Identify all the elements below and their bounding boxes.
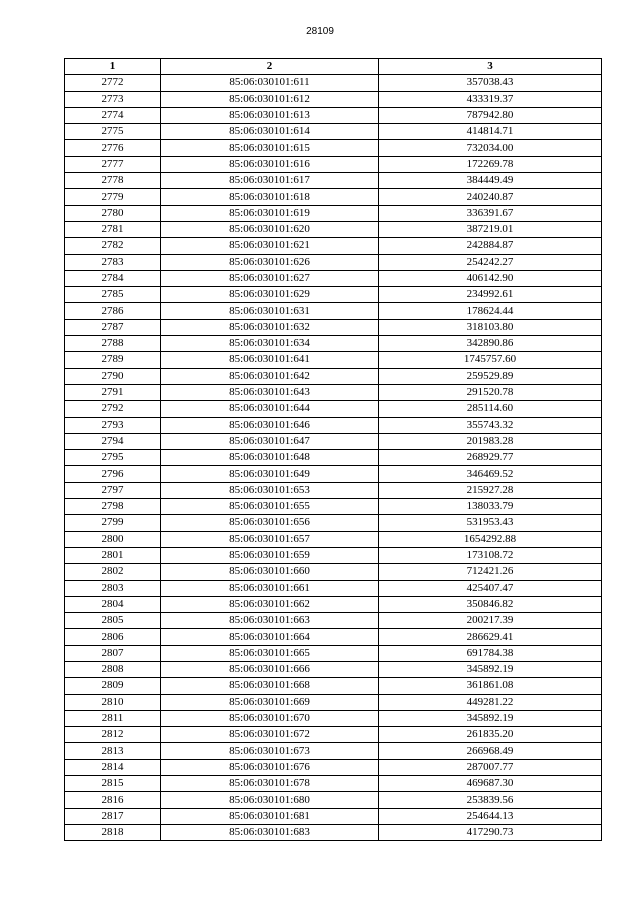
column-header-2: 2: [161, 59, 379, 75]
table-row: [65, 466, 602, 482]
table-row: [65, 645, 602, 661]
cadastral-number-cell: 85:06:030101:647: [161, 433, 379, 449]
cadastral-number-cell: 85:06:030101:660: [161, 564, 379, 580]
cadastral-number-cell: 85:06:030101:619: [161, 205, 379, 221]
cadastral-number-cell: 85:06:030101:655: [161, 499, 379, 515]
table-row: [65, 710, 602, 726]
cadastral-number-cell: 85:06:030101:669: [161, 694, 379, 710]
table-row: [65, 792, 602, 808]
row-number-cell: 2815: [65, 776, 161, 792]
table-row: [65, 254, 602, 270]
value-cell: 361861.08: [379, 678, 602, 694]
row-number-cell: 2797: [65, 482, 161, 498]
value-cell: 387219.01: [379, 221, 602, 237]
value-cell: 433319.37: [379, 91, 602, 107]
cadastral-number-cell: 85:06:030101:618: [161, 189, 379, 205]
table-row: [65, 613, 602, 629]
table-row: [65, 189, 602, 205]
row-number-cell: 2800: [65, 531, 161, 547]
row-number-cell: 2793: [65, 417, 161, 433]
table-row: [65, 287, 602, 303]
cadastral-number-cell: 85:06:030101:642: [161, 368, 379, 384]
cadastral-number-cell: 85:06:030101:665: [161, 645, 379, 661]
cadastral-number-cell: 85:06:030101:646: [161, 417, 379, 433]
row-number-cell: 2804: [65, 596, 161, 612]
cadastral-number-cell: 85:06:030101:632: [161, 319, 379, 335]
cadastral-number-cell: 85:06:030101:643: [161, 384, 379, 400]
cadastral-number-cell: 85:06:030101:673: [161, 743, 379, 759]
row-number-cell: 2796: [65, 466, 161, 482]
table-row: [65, 140, 602, 156]
cadastral-number-cell: 85:06:030101:617: [161, 173, 379, 189]
row-number-cell: 2806: [65, 629, 161, 645]
value-cell: 345892.19: [379, 661, 602, 677]
row-number-cell: 2789: [65, 352, 161, 368]
table-row: [65, 759, 602, 775]
row-number-cell: 2774: [65, 107, 161, 123]
row-number-cell: 2803: [65, 580, 161, 596]
table-row: [65, 173, 602, 189]
table-row: [65, 727, 602, 743]
row-number-cell: 2813: [65, 743, 161, 759]
cadastral-number-cell: 85:06:030101:616: [161, 156, 379, 172]
value-cell: 350846.82: [379, 596, 602, 612]
value-cell: 215927.28: [379, 482, 602, 498]
row-number-cell: 2808: [65, 661, 161, 677]
row-number-cell: 2790: [65, 368, 161, 384]
value-cell: 242884.87: [379, 238, 602, 254]
table-row: [65, 368, 602, 384]
table-header-row: [65, 59, 602, 75]
row-number-cell: 2791: [65, 384, 161, 400]
cadastral-number-cell: 85:06:030101:626: [161, 254, 379, 270]
value-cell: 285114.60: [379, 401, 602, 417]
cadastral-number-cell: 85:06:030101:629: [161, 287, 379, 303]
table-row: [65, 303, 602, 319]
row-number-cell: 2776: [65, 140, 161, 156]
table-row: [65, 156, 602, 172]
row-number-cell: 2782: [65, 238, 161, 254]
table-row: [65, 221, 602, 237]
cadastral-number-cell: 85:06:030101:613: [161, 107, 379, 123]
table-row: [65, 743, 602, 759]
table-row: [65, 384, 602, 400]
value-cell: 336391.67: [379, 205, 602, 221]
cadastral-number-cell: 85:06:030101:678: [161, 776, 379, 792]
table-row: [65, 694, 602, 710]
cadastral-number-cell: 85:06:030101:614: [161, 124, 379, 140]
value-cell: 287007.77: [379, 759, 602, 775]
row-number-cell: 2787: [65, 319, 161, 335]
cadastral-number-cell: 85:06:030101:662: [161, 596, 379, 612]
cadastral-number-cell: 85:06:030101:612: [161, 91, 379, 107]
value-cell: 691784.38: [379, 645, 602, 661]
table-row: [65, 661, 602, 677]
value-cell: 1654292.88: [379, 531, 602, 547]
cadastral-number-cell: 85:06:030101:661: [161, 580, 379, 596]
table-row: [65, 547, 602, 563]
cadastral-number-cell: 85:06:030101:648: [161, 450, 379, 466]
value-cell: 240240.87: [379, 189, 602, 205]
table-row: [65, 352, 602, 368]
row-number-cell: 2799: [65, 515, 161, 531]
table-row: [65, 596, 602, 612]
value-cell: 345892.19: [379, 710, 602, 726]
row-number-cell: 2786: [65, 303, 161, 319]
cadastral-number-cell: 85:06:030101:615: [161, 140, 379, 156]
table-row: [65, 238, 602, 254]
table-row: [65, 205, 602, 221]
cadastral-number-cell: 85:06:030101:659: [161, 547, 379, 563]
cadastral-number-cell: 85:06:030101:657: [161, 531, 379, 547]
table-row: [65, 678, 602, 694]
row-number-cell: 2783: [65, 254, 161, 270]
value-cell: 425407.47: [379, 580, 602, 596]
cadastral-number-cell: 85:06:030101:672: [161, 727, 379, 743]
row-number-cell: 2818: [65, 824, 161, 840]
value-cell: 254242.27: [379, 254, 602, 270]
value-cell: 346469.52: [379, 466, 602, 482]
value-cell: 254644.13: [379, 808, 602, 824]
table-row: [65, 776, 602, 792]
table-row: [65, 824, 602, 840]
table-row: [65, 417, 602, 433]
table-row: [65, 107, 602, 123]
table-row: [65, 91, 602, 107]
value-cell: 531953.43: [379, 515, 602, 531]
cadastral-number-cell: 85:06:030101:611: [161, 75, 379, 91]
page-number: 28109: [306, 26, 334, 37]
value-cell: 355743.32: [379, 417, 602, 433]
table-row: [65, 433, 602, 449]
row-number-cell: 2778: [65, 173, 161, 189]
value-cell: 286629.41: [379, 629, 602, 645]
cadastral-number-cell: 85:06:030101:664: [161, 629, 379, 645]
row-number-cell: 2785: [65, 287, 161, 303]
row-number-cell: 2795: [65, 450, 161, 466]
row-number-cell: 2801: [65, 547, 161, 563]
row-number-cell: 2788: [65, 336, 161, 352]
value-cell: 266968.49: [379, 743, 602, 759]
cadastral-number-cell: 85:06:030101:676: [161, 759, 379, 775]
cadastral-number-cell: 85:06:030101:670: [161, 710, 379, 726]
value-cell: 449281.22: [379, 694, 602, 710]
row-number-cell: 2807: [65, 645, 161, 661]
table-row: [65, 482, 602, 498]
cadastral-number-cell: 85:06:030101:620: [161, 221, 379, 237]
value-cell: 787942.80: [379, 107, 602, 123]
value-cell: 712421.26: [379, 564, 602, 580]
cadastral-number-cell: 85:06:030101:631: [161, 303, 379, 319]
column-header-1: 1: [65, 59, 161, 75]
table-row: [65, 450, 602, 466]
row-number-cell: 2773: [65, 91, 161, 107]
value-cell: 469687.30: [379, 776, 602, 792]
table-row: [65, 564, 602, 580]
row-number-cell: 2809: [65, 678, 161, 694]
value-cell: 732034.00: [379, 140, 602, 156]
value-cell: 291520.78: [379, 384, 602, 400]
cadastral-number-cell: 85:06:030101:641: [161, 352, 379, 368]
cadastral-number-cell: 85:06:030101:680: [161, 792, 379, 808]
value-cell: 253839.56: [379, 792, 602, 808]
cadastral-number-cell: 85:06:030101:683: [161, 824, 379, 840]
table-row: [65, 808, 602, 824]
row-number-cell: 2781: [65, 221, 161, 237]
table-row: [65, 580, 602, 596]
table-row: [65, 401, 602, 417]
table-row: [65, 515, 602, 531]
table-body: [65, 75, 602, 841]
value-cell: 384449.49: [379, 173, 602, 189]
column-header-3: 3: [379, 59, 602, 75]
cadastral-number-cell: 85:06:030101:668: [161, 678, 379, 694]
row-number-cell: 2812: [65, 727, 161, 743]
table-row: [65, 531, 602, 547]
cadastral-number-cell: 85:06:030101:634: [161, 336, 379, 352]
cadastral-number-cell: 85:06:030101:627: [161, 270, 379, 286]
value-cell: 342890.86: [379, 336, 602, 352]
value-cell: 417290.73: [379, 824, 602, 840]
row-number-cell: 2814: [65, 759, 161, 775]
cadastral-number-cell: 85:06:030101:649: [161, 466, 379, 482]
value-cell: 406142.90: [379, 270, 602, 286]
table-row: [65, 270, 602, 286]
table-row: [65, 336, 602, 352]
row-number-cell: 2802: [65, 564, 161, 580]
value-cell: 172269.78: [379, 156, 602, 172]
value-cell: 414814.71: [379, 124, 602, 140]
row-number-cell: 2816: [65, 792, 161, 808]
value-cell: 357038.43: [379, 75, 602, 91]
cadastral-number-cell: 85:06:030101:663: [161, 613, 379, 629]
registry-table: [64, 58, 602, 841]
row-number-cell: 2779: [65, 189, 161, 205]
row-number-cell: 2817: [65, 808, 161, 824]
row-number-cell: 2811: [65, 710, 161, 726]
row-number-cell: 2777: [65, 156, 161, 172]
row-number-cell: 2792: [65, 401, 161, 417]
cadastral-number-cell: 85:06:030101:681: [161, 808, 379, 824]
row-number-cell: 2772: [65, 75, 161, 91]
cadastral-number-cell: 85:06:030101:656: [161, 515, 379, 531]
table-row: [65, 75, 602, 91]
row-number-cell: 2780: [65, 205, 161, 221]
row-number-cell: 2775: [65, 124, 161, 140]
value-cell: 1745757.60: [379, 352, 602, 368]
value-cell: 173108.72: [379, 547, 602, 563]
value-cell: 200217.39: [379, 613, 602, 629]
value-cell: 318103.80: [379, 319, 602, 335]
cadastral-number-cell: 85:06:030101:653: [161, 482, 379, 498]
value-cell: 201983.28: [379, 433, 602, 449]
cadastral-number-cell: 85:06:030101:666: [161, 661, 379, 677]
value-cell: 234992.61: [379, 287, 602, 303]
row-number-cell: 2805: [65, 613, 161, 629]
cadastral-number-cell: 85:06:030101:621: [161, 238, 379, 254]
table-row: [65, 124, 602, 140]
row-number-cell: 2794: [65, 433, 161, 449]
value-cell: 259529.89: [379, 368, 602, 384]
table-row: [65, 499, 602, 515]
value-cell: 261835.20: [379, 727, 602, 743]
table-row: [65, 629, 602, 645]
value-cell: 178624.44: [379, 303, 602, 319]
table-row: [65, 319, 602, 335]
value-cell: 138033.79: [379, 499, 602, 515]
value-cell: 268929.77: [379, 450, 602, 466]
row-number-cell: 2798: [65, 499, 161, 515]
cadastral-number-cell: 85:06:030101:644: [161, 401, 379, 417]
row-number-cell: 2784: [65, 270, 161, 286]
row-number-cell: 2810: [65, 694, 161, 710]
